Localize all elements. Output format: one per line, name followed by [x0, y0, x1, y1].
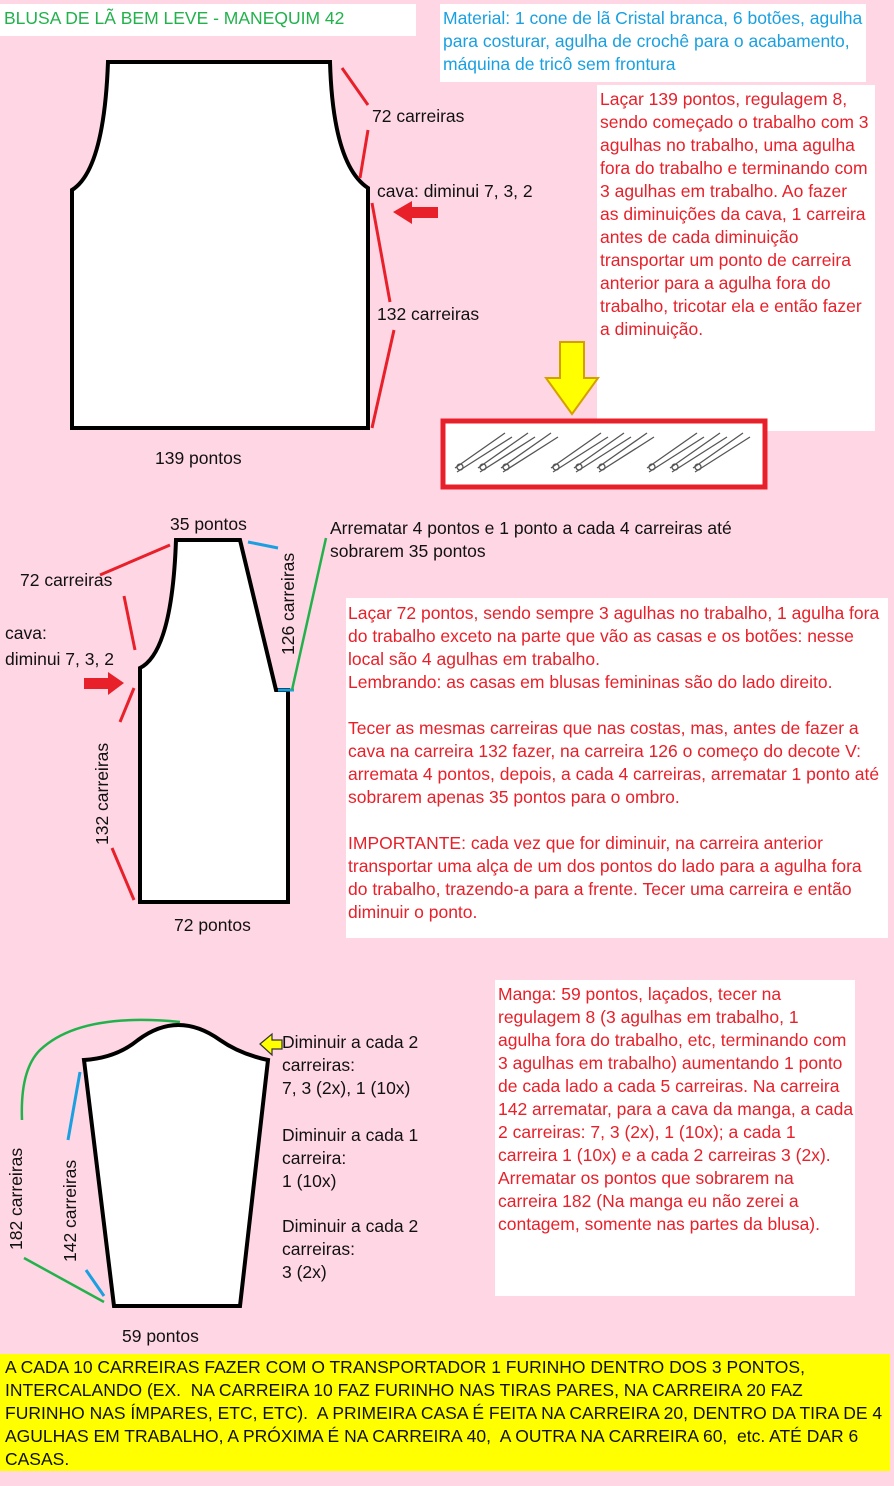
front-neck-blue-line: [248, 542, 278, 548]
sleeve-decrease-2-values: 1 (10x): [282, 1171, 337, 1191]
front-instructions-1: Laçar 72 pontos, sendo sempre 3 agulhas no trabalho, 1 agulha fora do trabalho exceto na parte que vão as casas e os botões: nesse local são 4 agulhas em trabalho.: [348, 603, 880, 669]
front-piece-shape: [140, 540, 288, 902]
front-rows-bottom-line: [120, 688, 134, 722]
front-instructions-3: Tecer as mesmas carreiras que nas costas, mas, antes de fazer a cava na carreira 132 fazer, na carreira 126 o começo do decote V: arremata 4 pontos, depois, a cada 4 carreiras, arrematar 1 ponto até sobrarem apenas 35 pontos para o ombro.: [348, 718, 880, 807]
front-armhole-values: diminui 7, 3, 2: [5, 649, 114, 669]
back-armhole-arrow-icon: [393, 201, 438, 224]
back-rows-top-line: [342, 68, 368, 105]
sleeve-decrease-2-title: Diminuir a cada 1: [282, 1125, 419, 1145]
sleeve-stitches-label: 59 pontos: [122, 1326, 199, 1346]
front-rows-neck-label: 126 carreiras: [278, 552, 298, 655]
front-rows-top-line-2: [124, 596, 135, 650]
sleeve-decrease-2-sub: carreira:: [282, 1148, 347, 1168]
back-rows-top-label: 72 carreiras: [372, 106, 465, 126]
back-instructions: Laçar 139 pontos, regulagem 8, sendo começado o trabalho com 3 agulhas no trabalho, uma agulha fora do trabalho e terminando com 3 agulhas em trabalho. Ao fazer as diminuições da cava, 1 carreira antes de cada diminuição transportar um ponto de carreira anterior para a agulha fora do trabalho, tricotar ela e então fazer a diminuição.: [600, 89, 869, 339]
back-rows-bottom-label: 132 carreiras: [377, 304, 480, 324]
sleeve-decrease-1-title: Diminuir a cada 2: [282, 1032, 419, 1052]
sleeve-cap-blue-line-2: [86, 1270, 104, 1296]
front-shoulder-label: 35 pontos: [170, 514, 247, 534]
sleeve-cap-blue-line: [68, 1072, 80, 1140]
front-rows-bottom-label: 132 carreiras: [92, 742, 112, 845]
front-stitches-label: 72 pontos: [174, 915, 251, 935]
front-instructions-2: Lembrando: as casas em blusas femininas são do lado direito.: [348, 672, 833, 692]
sleeve-rows-total-label: 182 carreiras: [6, 1147, 26, 1250]
front-rows-top-label: 72 carreiras: [20, 570, 113, 590]
sleeve-instructions: Manga: 59 pontos, laçados, tecer na regulagem 8 (3 agulhas em trabalho, 1 agulha fora do trabalho, etc, terminando com 3 agulhas em trabalho) aumentando 1 ponto de cada lado a cada 5 carreiras. Na carreira 142 arrematar, para a cava da manga, a cada 2 carreiras: 7, 3 (2x), 1 (10x); a cada 1 carreira 1 (10x) e a cada 2 carreiras 3 (2x). Arrematar os pontos que sobrarem na carreira 182 (Na manga eu não zerei a contagem, somente nas partes da blusa).: [498, 984, 854, 1234]
sleeve-decrease-3-values: 3 (2x): [282, 1262, 327, 1282]
sleeve-decrease-3-sub: carreiras:: [282, 1239, 355, 1259]
front-armhole-label: cava:: [5, 623, 47, 643]
front-neck-note: Arrematar 4 pontos e 1 ponto a cada 4 carreiras até sobrarem 35 pontos: [330, 518, 732, 561]
front-armhole-arrow-icon: [84, 672, 124, 695]
sleeve-decrease-1-sub: carreiras:: [282, 1055, 355, 1075]
yellow-down-arrow-icon: [546, 342, 598, 414]
sleeve-yellow-arrow-icon: [260, 1034, 282, 1055]
page-title: BLUSA DE LÃ BEM LEVE - MANEQUIM 42: [4, 8, 345, 28]
back-rows-bottom-line-2: [372, 330, 394, 428]
footer-text: A CADA 10 CARREIRAS FAZER COM O TRANSPORTADOR 1 FURINHO DENTRO DOS 3 PONTOS, INTERCALANDO (EX. NA CARREIRA 10 FAZ FURINHO NAS TIRAS PARES, NA CARREIRA 20 FAZ FURINHO NAS ÍMPARES, ETC, ETC). A PRIMEIRA CASA É FEITA NA CARREIRA 20, DENTRO DA TIRA DE 4 AGULHAS EM TRABALHO, A PRÓXIMA É NA CARREIRA 40, A OUTRA NA CARREIRA 60, etc. ATÉ DAR 6 CASAS.: [5, 1357, 887, 1469]
sleeve-piece-shape: [84, 1025, 268, 1306]
front-instructions-4: IMPORTANTE: cada vez que for diminuir, na carreira anterior transportar uma alça de um dos pontos do lado para a agulha fora do trabalho, trazendo-a para a frente. Tecer uma carreira e então diminuir o ponto.: [348, 833, 862, 922]
sleeve-rows-cap-label: 142 carreiras: [60, 1159, 80, 1262]
back-stitches-label: 139 pontos: [155, 448, 242, 468]
back-piece-shape: [72, 62, 368, 428]
sleeve-decrease-1-values: 7, 3 (2x), 1 (10x): [282, 1078, 411, 1098]
back-rows-bottom-line: [372, 203, 390, 302]
sleeve-decrease-3-title: Diminuir a cada 2: [282, 1216, 419, 1236]
back-armhole-label: cava: diminui 7, 3, 2: [377, 181, 533, 201]
back-rows-top-line-2: [360, 130, 368, 178]
front-rows-bottom-line-2: [112, 848, 134, 900]
material-text: Material: 1 cone de lã Cristal branca, 6 botões, agulha para costurar, agulha de crochê para o acabamento, máquina de tricô sem frontura: [443, 8, 863, 74]
